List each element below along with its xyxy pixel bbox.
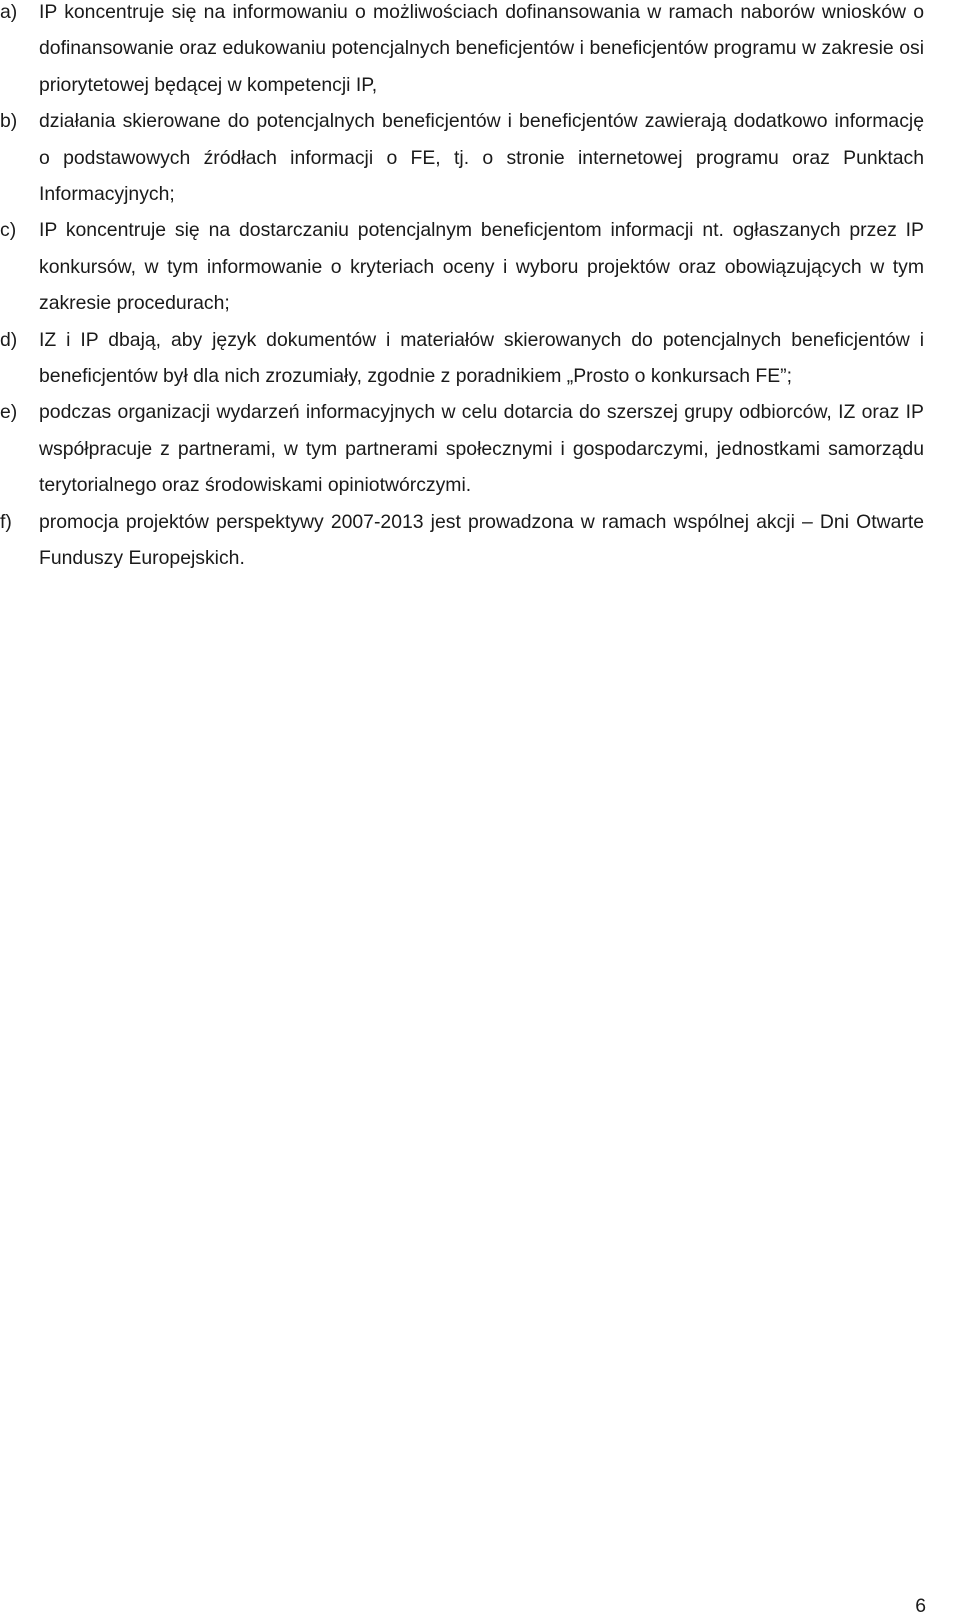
list-item-text: IP koncentruje się na informowaniu o możliwościach dofinansowania w ramach naborów wniosków o dofinansowanie oraz edukowaniu potencjalnych beneficjentów i beneficjentów programu w zakresie osi priorytetowej będącej w kompetencji IP, (39, 1, 924, 96)
list-item-b (0, 103, 960, 212)
list-item-f (0, 504, 960, 577)
list-item-a (0, 0, 960, 103)
list-item-text: IZ i IP dbają, aby język dokumentów i materiałów skierowanych do potencjalnych beneficjentów i beneficjentów był dla nich zrozumiały, zgodnie z poradnikiem „Prosto o konkursach FE”; (39, 328, 924, 388)
list-item-letter: d) (0, 328, 18, 351)
list-item-letter: e) (0, 401, 18, 424)
list-item-letter: f) (0, 510, 12, 533)
list-item-letter: b) (0, 110, 18, 133)
list-item-e (0, 394, 960, 503)
list-item-letter: c) (0, 219, 17, 242)
list-item-letter: a) (0, 1, 18, 23)
list-item-text: podczas organizacji wydarzeń informacyjnych w celu dotarcia do szerszej grupy odbiorców, IZ oraz IP współpracuje z partnerami, w tym partnerami społecznymi i gospodarczymi, jednostkami samorządu terytorialnego oraz środowiskami opiniotwórczymi. (39, 401, 924, 497)
list-item-d (0, 322, 960, 395)
lettered-list (0, 0, 960, 577)
page-number: 6 (915, 1595, 926, 1617)
list-item-text: IP koncentruje się na dostarczaniu potencjalnym beneficjentom informacji nt. ogłaszanych przez IP konkursów, w tym informowanie o kryteriach oceny i wyboru projektów oraz obowiązujących w tym zakresie procedurach; (39, 219, 924, 315)
list-item-text: działania skierowane do potencjalnych beneficjentów i beneficjentów zawierają dodatkowo informację o podstawowych źródłach informacji o FE, tj. o stronie internetowej programu oraz Punktach Informacyjnych; (39, 110, 924, 206)
list-item-text: promocja projektów perspektywy 2007-2013 jest prowadzona w ramach wspólnej akcji – Dni Otwarte Funduszy Europejskich. (39, 510, 924, 570)
list-item-c (0, 212, 960, 321)
